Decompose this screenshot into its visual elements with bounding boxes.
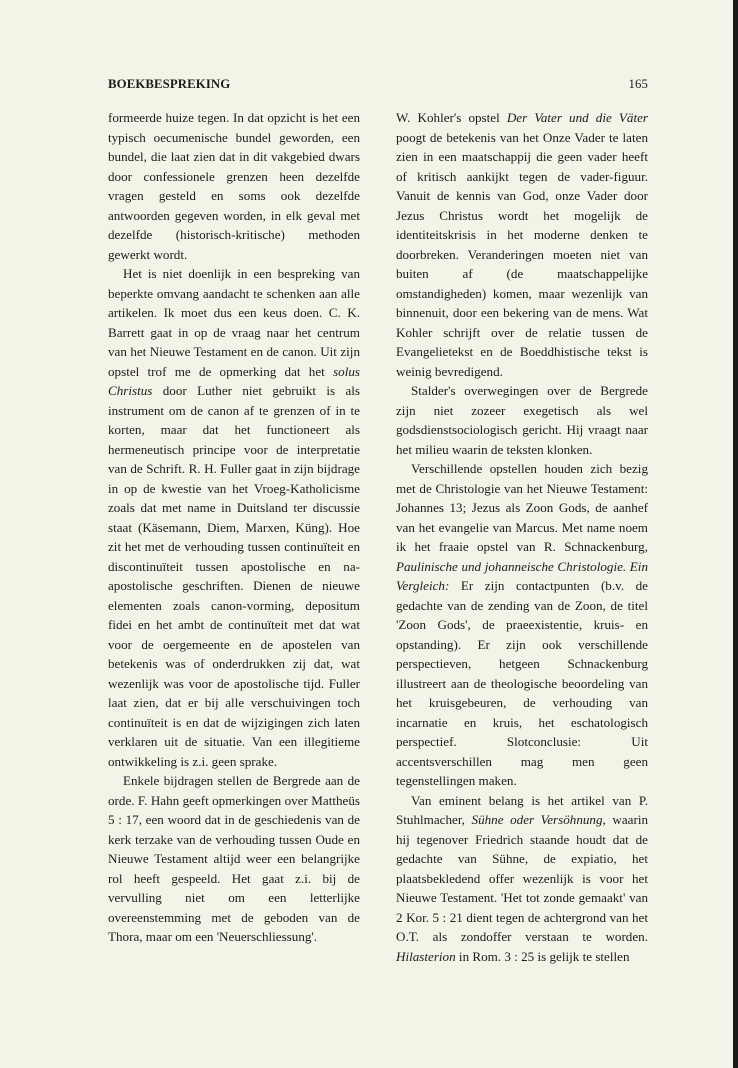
paragraph (396, 381, 648, 459)
paragraph (108, 108, 360, 264)
page-edge-shadow (733, 0, 738, 1068)
paragraph-text: Stalder's overwegingen over de Bergrede zijn niet zozeer exegetisch als wel godsdienstsociologisch gericht. Hij vraagt naar het milieu waarin de teksten klonken. (396, 383, 648, 457)
paragraph-text: Er zijn contactpunten (b.v. de gedachte van de zending van de Zoon, de titel 'Zoon Gods', de praeexistentie, kruis- en opstanding). Er zijn ook verschillende perspectieven, hetgeen Schnackenburg illustreert aan de theologische beoordeling van het kruisgebeuren, de verhouding van incarnatie en kruis, het eschatologisch perspectief. Slotconclusie: Uit accentsverschillen mag men geen tegenstellingen maken. (396, 578, 648, 788)
right-column (396, 108, 648, 966)
paragraph-text: Het is niet doenlijk in een bespreking van beperkte omvang aandacht te schenken aan alle artikelen. Ik moet dus een keus doen. C. K. Barrett gaat in op de vraag naar het centrum van het Nieuwe Testament en de canon. Uit zijn opstel trof me de opmerking dat het (108, 266, 360, 379)
page-number: 165 (628, 77, 648, 91)
paragraph-text: waarin hij tegenover Friedrich staande houdt dat de gedachte van Sühne, de expiatio, het plaatsbekledend offer wezenlijk is voor het Nieuwe Testament. 'Het tot zonde gemaakt' van 2 Kor. 5 : 21 dient tegen de achtergrond van het O.T. als zondoffer verstaan te worden. (396, 812, 649, 944)
paragraph (108, 264, 360, 771)
paragraph-text: in Rom. 3 : 25 is gelijk te stellen (455, 948, 630, 964)
paragraph-text: Van eminent belang is het artikel van P. Stuhlmacher, (396, 792, 648, 827)
paragraph-text: W. Kohler's opstel (396, 110, 507, 125)
italic-title: solus Christus (108, 363, 360, 398)
italic-term: Hilasterion (396, 948, 456, 964)
paragraph (396, 791, 648, 967)
paragraph-text: Verschillende opstellen houden zich bezig met de Christologie van het Nieuwe Testament: Johannes 13; Jezus als Zoon Gods, de aanhef van het evangelie van Marcus. Met name noem ik het fraaie opstel van R. Schnackenburg, (396, 461, 648, 554)
running-head: BOEKBESPREKING (108, 77, 231, 91)
italic-title: Sühne oder Versöhnung, (471, 812, 606, 827)
paragraph-text: Enkele bijdragen stellen de Bergrede aan de orde. F. Hahn geeft opmerkingen over Mattheüs 5 : 17, een woord dat in de geschiedenis van de kerk terzake van de verhouding tussen Oude en Nieuwe Testament altijd weer een belangrijke rol heeft gespeeld. Het gaat z.i. bij de vervulling niet om een letterlijke overeenstemming met de geboden van de Thora, maar om een 'Neuerschliessung'. (108, 773, 360, 944)
paragraph (396, 108, 648, 381)
paragraph-text: poogt de betekenis van het Onze Vader te laten zien in een maatschappij die geen vader heeft of kritisch aankijkt tegen de vader-figuur. Vanuit de kennis van God, onze Vader door Jezus Christus wordt het mogelijk de identiteitskrisis in het moderne denken te doorbreken. Veranderingen moeten niet van buiten af (de maatschappelijke omstandigheden) komen, maar wezenlijk van binnenuit, door een bekering van de mens. Wat Kohler schrijft over de relatie tussen de Evangelietekst en de Boeddhistische tekst is weinig bevredigend. (396, 129, 648, 379)
paragraph-text: formeerde huize tegen. In dat opzicht is het een typisch oecumenische bundel geworden, een bundel, die laat zien dat in dit vakgebied dwars door confessionele grenzen heen dezelfde vragen gesteld en soms ook dezelfde antwoorden gegeven worden, in elk geval met dezelfde (historisch-kritische) methoden gewerkt wordt. (108, 110, 360, 262)
page-header (108, 77, 648, 97)
paragraph-text: door Luther niet gebruikt is als instrument om de canon af te grenzen of in te korten, maar dat het functioneert als hermeneutisch principe voor de interpretatie van de Schrift. R. H. Fuller gaat in zijn bijdrage in op de kwestie van het Vroeg-Katholicisme zoals dat met name in Duitsland ter discussie staat (Käsemann, Diem, Marxen, Küng). Hoe zit het met de verhouding tussen continuïteit en discontinuïteit tussen apostolische en na-apostolische geschriften. Dienen de nieuwe elementen zoals canon-vorming, depositum fidei en het ambt de continuïteit met dat wat voor de oergemeente en de apostelen van betekenis was of onderdrukken zij dat, wat wezenlijk was voor de apostolische tijd. Fuller laat zien, dat er bij alle verschuivingen toch continuïteit is en dat de wijzigingen zich laten verklaren uit de situatie. Van een illegitieme ontwikkeling is z.i. geen sprake. (108, 383, 360, 769)
paragraph (108, 771, 360, 947)
italic-title: Der Vater und die Väter (506, 110, 648, 125)
left-column (108, 108, 360, 947)
paragraph (396, 459, 648, 791)
italic-title: Paulinische und johanneische Christologie. Ein Vergleich: (396, 558, 648, 593)
